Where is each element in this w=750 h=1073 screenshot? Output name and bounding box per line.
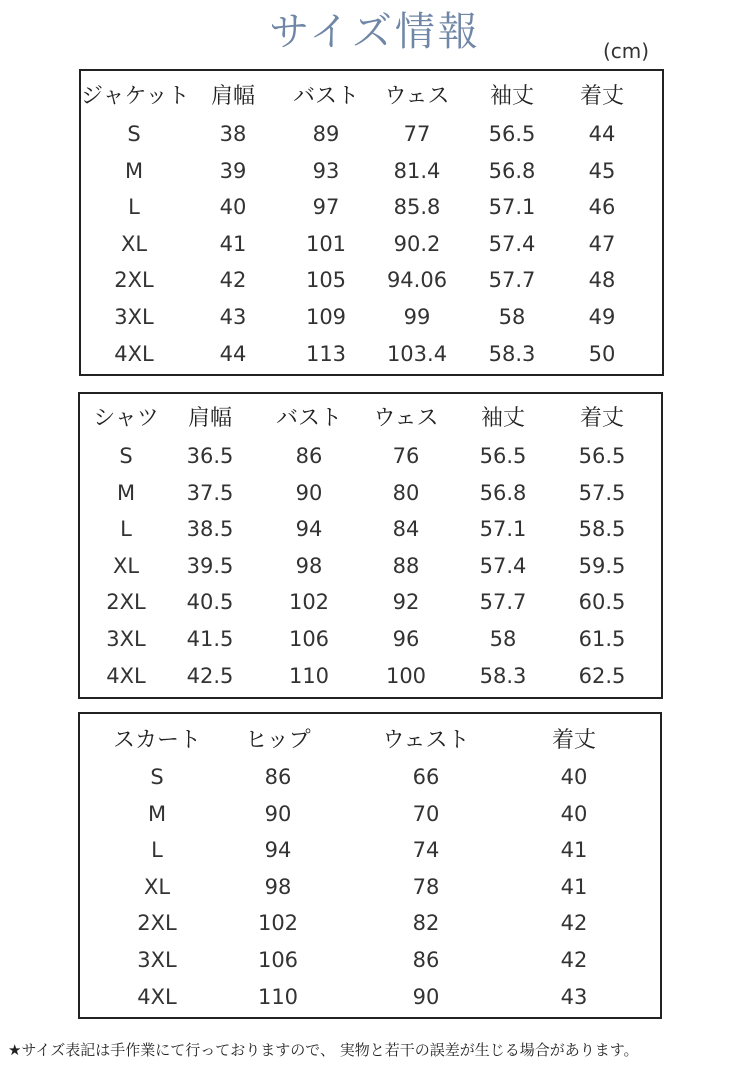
table-cell: 113 [305, 341, 347, 366]
shirt-table-row [80, 621, 661, 657]
column-header: スカート [112, 728, 201, 753]
table-cell: 44 [588, 122, 616, 146]
table-cell: 105 [305, 268, 347, 293]
table-cell: 58.3 [479, 663, 527, 688]
table-cell: 41.5 [186, 627, 234, 651]
table-cell: 76 [392, 444, 420, 468]
skirt-header-row [80, 723, 660, 759]
table-cell: 57.4 [488, 231, 536, 256]
table-cell: 45 [588, 158, 616, 183]
table-cell: 41 [560, 838, 588, 863]
jacket-header-row [81, 79, 662, 115]
table-cell: 40 [219, 195, 247, 220]
table-cell: 56.8 [488, 158, 536, 183]
table-cell: 39.5 [186, 553, 234, 578]
table-cell: 49 [588, 305, 616, 329]
table-cell: 42 [560, 948, 588, 972]
table-cell: 90 [412, 984, 440, 1009]
skirt-table-row [80, 796, 660, 832]
table-cell: 94 [295, 517, 323, 542]
table-cell: 47 [588, 231, 616, 256]
table-cell: 43 [560, 984, 588, 1009]
table-cell: 56.8 [479, 480, 527, 505]
table-cell: S [119, 444, 133, 468]
table-cell: 57.7 [479, 590, 527, 615]
table-cell: 74 [412, 838, 440, 863]
shirt-table-row [80, 584, 661, 620]
table-cell: 96 [392, 627, 420, 651]
table-cell: 94.06 [386, 268, 448, 293]
column-header: ウェスト [382, 728, 470, 753]
column-header: ウェス [373, 406, 439, 431]
table-cell: 41 [560, 874, 588, 899]
table-cell: 2XL [137, 911, 177, 936]
table-cell: 102 [288, 590, 330, 615]
table-cell: 97 [312, 195, 340, 220]
table-cell: 109 [305, 305, 347, 329]
table-cell: 94 [264, 838, 292, 863]
table-cell: 57.5 [578, 480, 626, 505]
table-cell: 78 [412, 874, 440, 899]
table-cell: 103.4 [386, 341, 448, 366]
table-cell: 99 [403, 305, 431, 329]
unit-label: (cm) [603, 39, 650, 63]
shirt-table-row [80, 658, 661, 694]
shirt-header-row [80, 401, 661, 437]
table-cell: 43 [219, 305, 247, 329]
table-cell: 57.1 [488, 195, 536, 220]
table-cell: 2XL [106, 590, 146, 615]
table-cell: 61.5 [578, 627, 626, 651]
skirt-table-row [80, 759, 660, 795]
table-cell: 57.7 [488, 268, 536, 293]
shirt-table-row [80, 548, 661, 584]
table-cell: 3XL [137, 948, 177, 972]
table-cell: 3XL [114, 305, 154, 329]
table-cell: 59.5 [578, 553, 626, 578]
column-header: シャツ [93, 406, 159, 431]
table-cell: 62.5 [578, 663, 626, 688]
table-cell: 98 [295, 553, 323, 578]
column-header: 袖丈 [489, 84, 534, 109]
skirt-table-row [80, 869, 660, 905]
page-title: サイズ情報 [269, 9, 481, 55]
table-cell: L [120, 517, 132, 542]
table-cell: 106 [288, 627, 330, 651]
table-cell: 56.5 [578, 444, 626, 468]
table-cell: 4XL [114, 341, 154, 366]
jacket-table-row [81, 262, 662, 298]
table-cell: 89 [312, 122, 340, 146]
column-header: 着丈 [579, 406, 624, 431]
table-cell: 3XL [106, 627, 146, 651]
table-cell: 2XL [114, 268, 154, 293]
table-cell: XL [120, 231, 148, 256]
shirt-table-row [80, 475, 661, 511]
column-header: バスト [292, 84, 359, 109]
skirt-size-table [78, 712, 662, 1019]
table-cell: 58 [489, 627, 517, 651]
table-cell: M [147, 801, 167, 826]
table-cell: 40.5 [186, 590, 234, 615]
table-cell: 36.5 [186, 444, 234, 468]
table-cell: 81.4 [393, 158, 441, 183]
size-disclaimer-note: ★サイズ表記は手作業にて行っておりますので、 実物と若干の誤差が生じる場合があります。 [8, 1041, 639, 1059]
table-cell: 58 [498, 305, 526, 329]
column-header: 肩幅 [210, 84, 255, 109]
table-cell: 80 [392, 480, 420, 505]
table-cell: 57.1 [479, 517, 527, 542]
table-cell: 86 [295, 444, 323, 468]
column-header: 着丈 [551, 728, 596, 753]
table-cell: S [127, 122, 141, 146]
table-cell: 92 [392, 590, 420, 615]
table-cell: 40 [560, 801, 588, 826]
table-cell: 90 [264, 801, 292, 826]
table-cell: L [151, 838, 163, 863]
table-cell: 86 [412, 948, 440, 972]
table-cell: 40 [560, 765, 588, 789]
table-cell: 4XL [137, 984, 177, 1009]
table-cell: 56.5 [479, 444, 527, 468]
table-cell: 42 [560, 911, 588, 936]
jacket-table-row [81, 116, 662, 152]
shirt-table-row [80, 438, 661, 474]
column-header: バスト [275, 406, 342, 431]
table-cell: 50 [588, 341, 616, 366]
table-cell: 42.5 [186, 663, 234, 688]
skirt-table-row [80, 942, 660, 978]
table-cell: 70 [412, 801, 440, 826]
jacket-table-row [81, 153, 662, 189]
table-cell: 77 [403, 122, 431, 146]
table-cell: 93 [312, 158, 340, 183]
table-cell: 57.4 [479, 553, 527, 578]
table-cell: L [128, 195, 140, 220]
table-cell: 110 [288, 663, 330, 688]
table-cell: 42 [219, 268, 247, 293]
table-cell: 38.5 [186, 517, 234, 542]
table-cell: 56.5 [488, 122, 536, 146]
skirt-table-row [80, 979, 660, 1015]
column-header: ヒップ [245, 728, 311, 753]
column-header: ジャケット [81, 84, 190, 109]
table-cell: 98 [264, 874, 292, 899]
table-cell: 100 [385, 663, 427, 688]
table-cell: 37.5 [186, 480, 234, 505]
table-cell: 88 [392, 553, 420, 578]
table-cell: 44 [219, 341, 247, 366]
table-cell: XL [143, 874, 171, 899]
table-cell: 58.5 [578, 517, 626, 542]
shirt-size-table [78, 392, 663, 699]
column-header: 袖丈 [480, 406, 525, 431]
table-cell: 106 [257, 948, 299, 972]
table-cell: 84 [392, 517, 420, 542]
jacket-table-row [81, 189, 662, 225]
table-cell: 58.3 [488, 341, 536, 366]
column-header: ウェス [384, 84, 450, 109]
table-cell: S [150, 765, 164, 789]
column-header: 着丈 [579, 84, 624, 109]
shirt-table-row [80, 511, 661, 547]
table-cell: 90.2 [393, 231, 441, 256]
jacket-table-row [81, 299, 662, 335]
table-cell: M [124, 158, 144, 183]
table-cell: 85.8 [393, 195, 441, 220]
table-cell: XL [112, 553, 140, 578]
table-cell: 48 [588, 268, 616, 293]
table-cell: 38 [219, 122, 247, 146]
table-cell: 86 [264, 765, 292, 789]
table-cell: 46 [588, 195, 616, 220]
jacket-size-table [79, 69, 664, 376]
table-cell: 41 [219, 231, 247, 256]
jacket-table-row [81, 336, 662, 372]
table-cell: 39 [219, 158, 247, 183]
table-cell: 66 [412, 765, 440, 789]
table-cell: 101 [305, 231, 347, 256]
table-cell: 4XL [106, 663, 146, 688]
column-header: 肩幅 [187, 406, 232, 431]
jacket-table-row [81, 226, 662, 262]
table-cell: 102 [257, 911, 299, 936]
table-cell: M [116, 480, 136, 505]
skirt-table-row [80, 905, 660, 941]
table-cell: 90 [295, 480, 323, 505]
table-cell: 60.5 [578, 590, 626, 615]
table-cell: 110 [257, 984, 299, 1009]
skirt-table-row [80, 832, 660, 868]
table-cell: 82 [412, 911, 440, 936]
